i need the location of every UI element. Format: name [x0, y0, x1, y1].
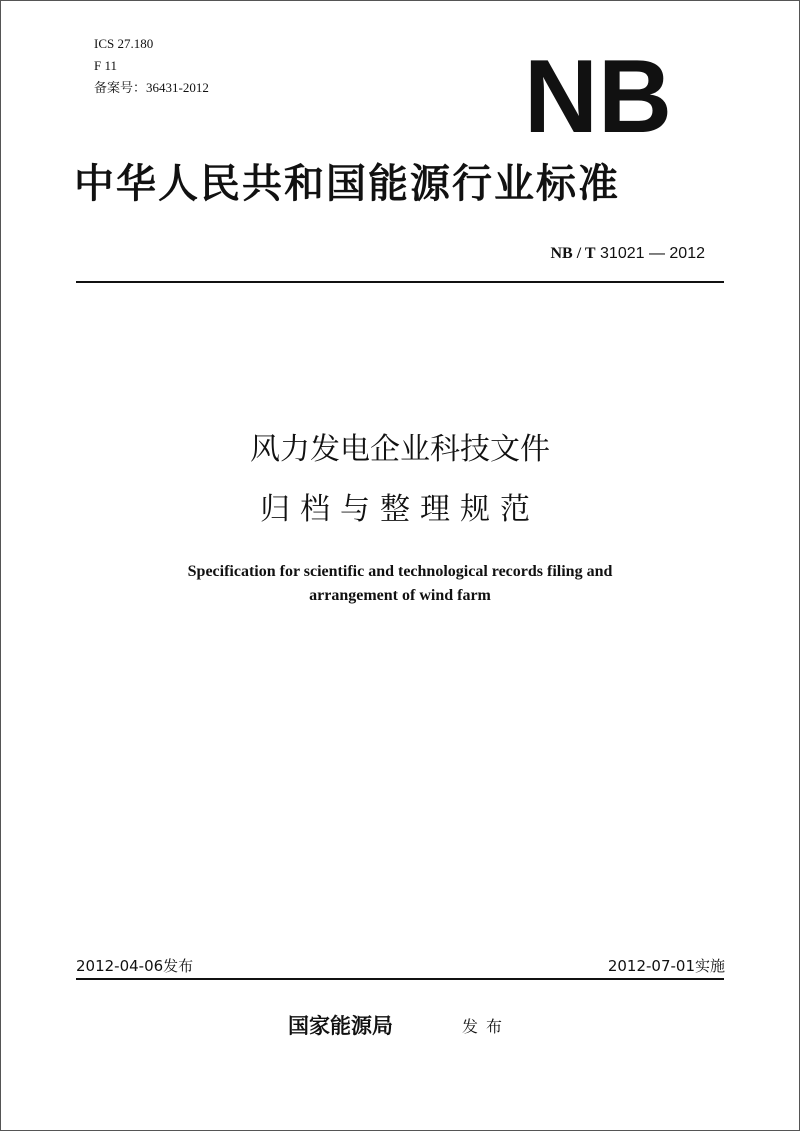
- publish-label: 发布: [462, 1017, 511, 1036]
- standard-category: 中华人民共和国能源行业标准: [74, 161, 620, 207]
- standard-number-value: 31021 — 2012: [600, 245, 705, 262]
- title-chinese-line-1: 风力发电企业科技文件: [250, 432, 550, 467]
- issue-date: 2012-04-06发布: [76, 957, 194, 975]
- standard-number-prefix: NB / T: [550, 245, 596, 262]
- header-divider: [76, 281, 724, 283]
- title-english-line-2: arrangement of wind farm: [309, 587, 491, 604]
- publisher-name: 国家能源局: [288, 1014, 393, 1038]
- nb-logo-text: NB: [524, 48, 672, 140]
- footer-divider: [76, 978, 724, 980]
- standard-number: [551, 244, 706, 264]
- classification-code: F 11: [94, 58, 117, 73]
- ics-code: ICS 27.180: [94, 36, 154, 51]
- title-chinese-line-2: 归档与整理规范: [260, 492, 540, 527]
- nb-logo: [522, 48, 674, 140]
- filing-number: 备案号：36431-2012: [94, 80, 209, 95]
- title-english-line-1: Specification for scientific and technological records filing and: [187, 563, 613, 580]
- implementation-date: 2012-07-01实施: [607, 957, 725, 975]
